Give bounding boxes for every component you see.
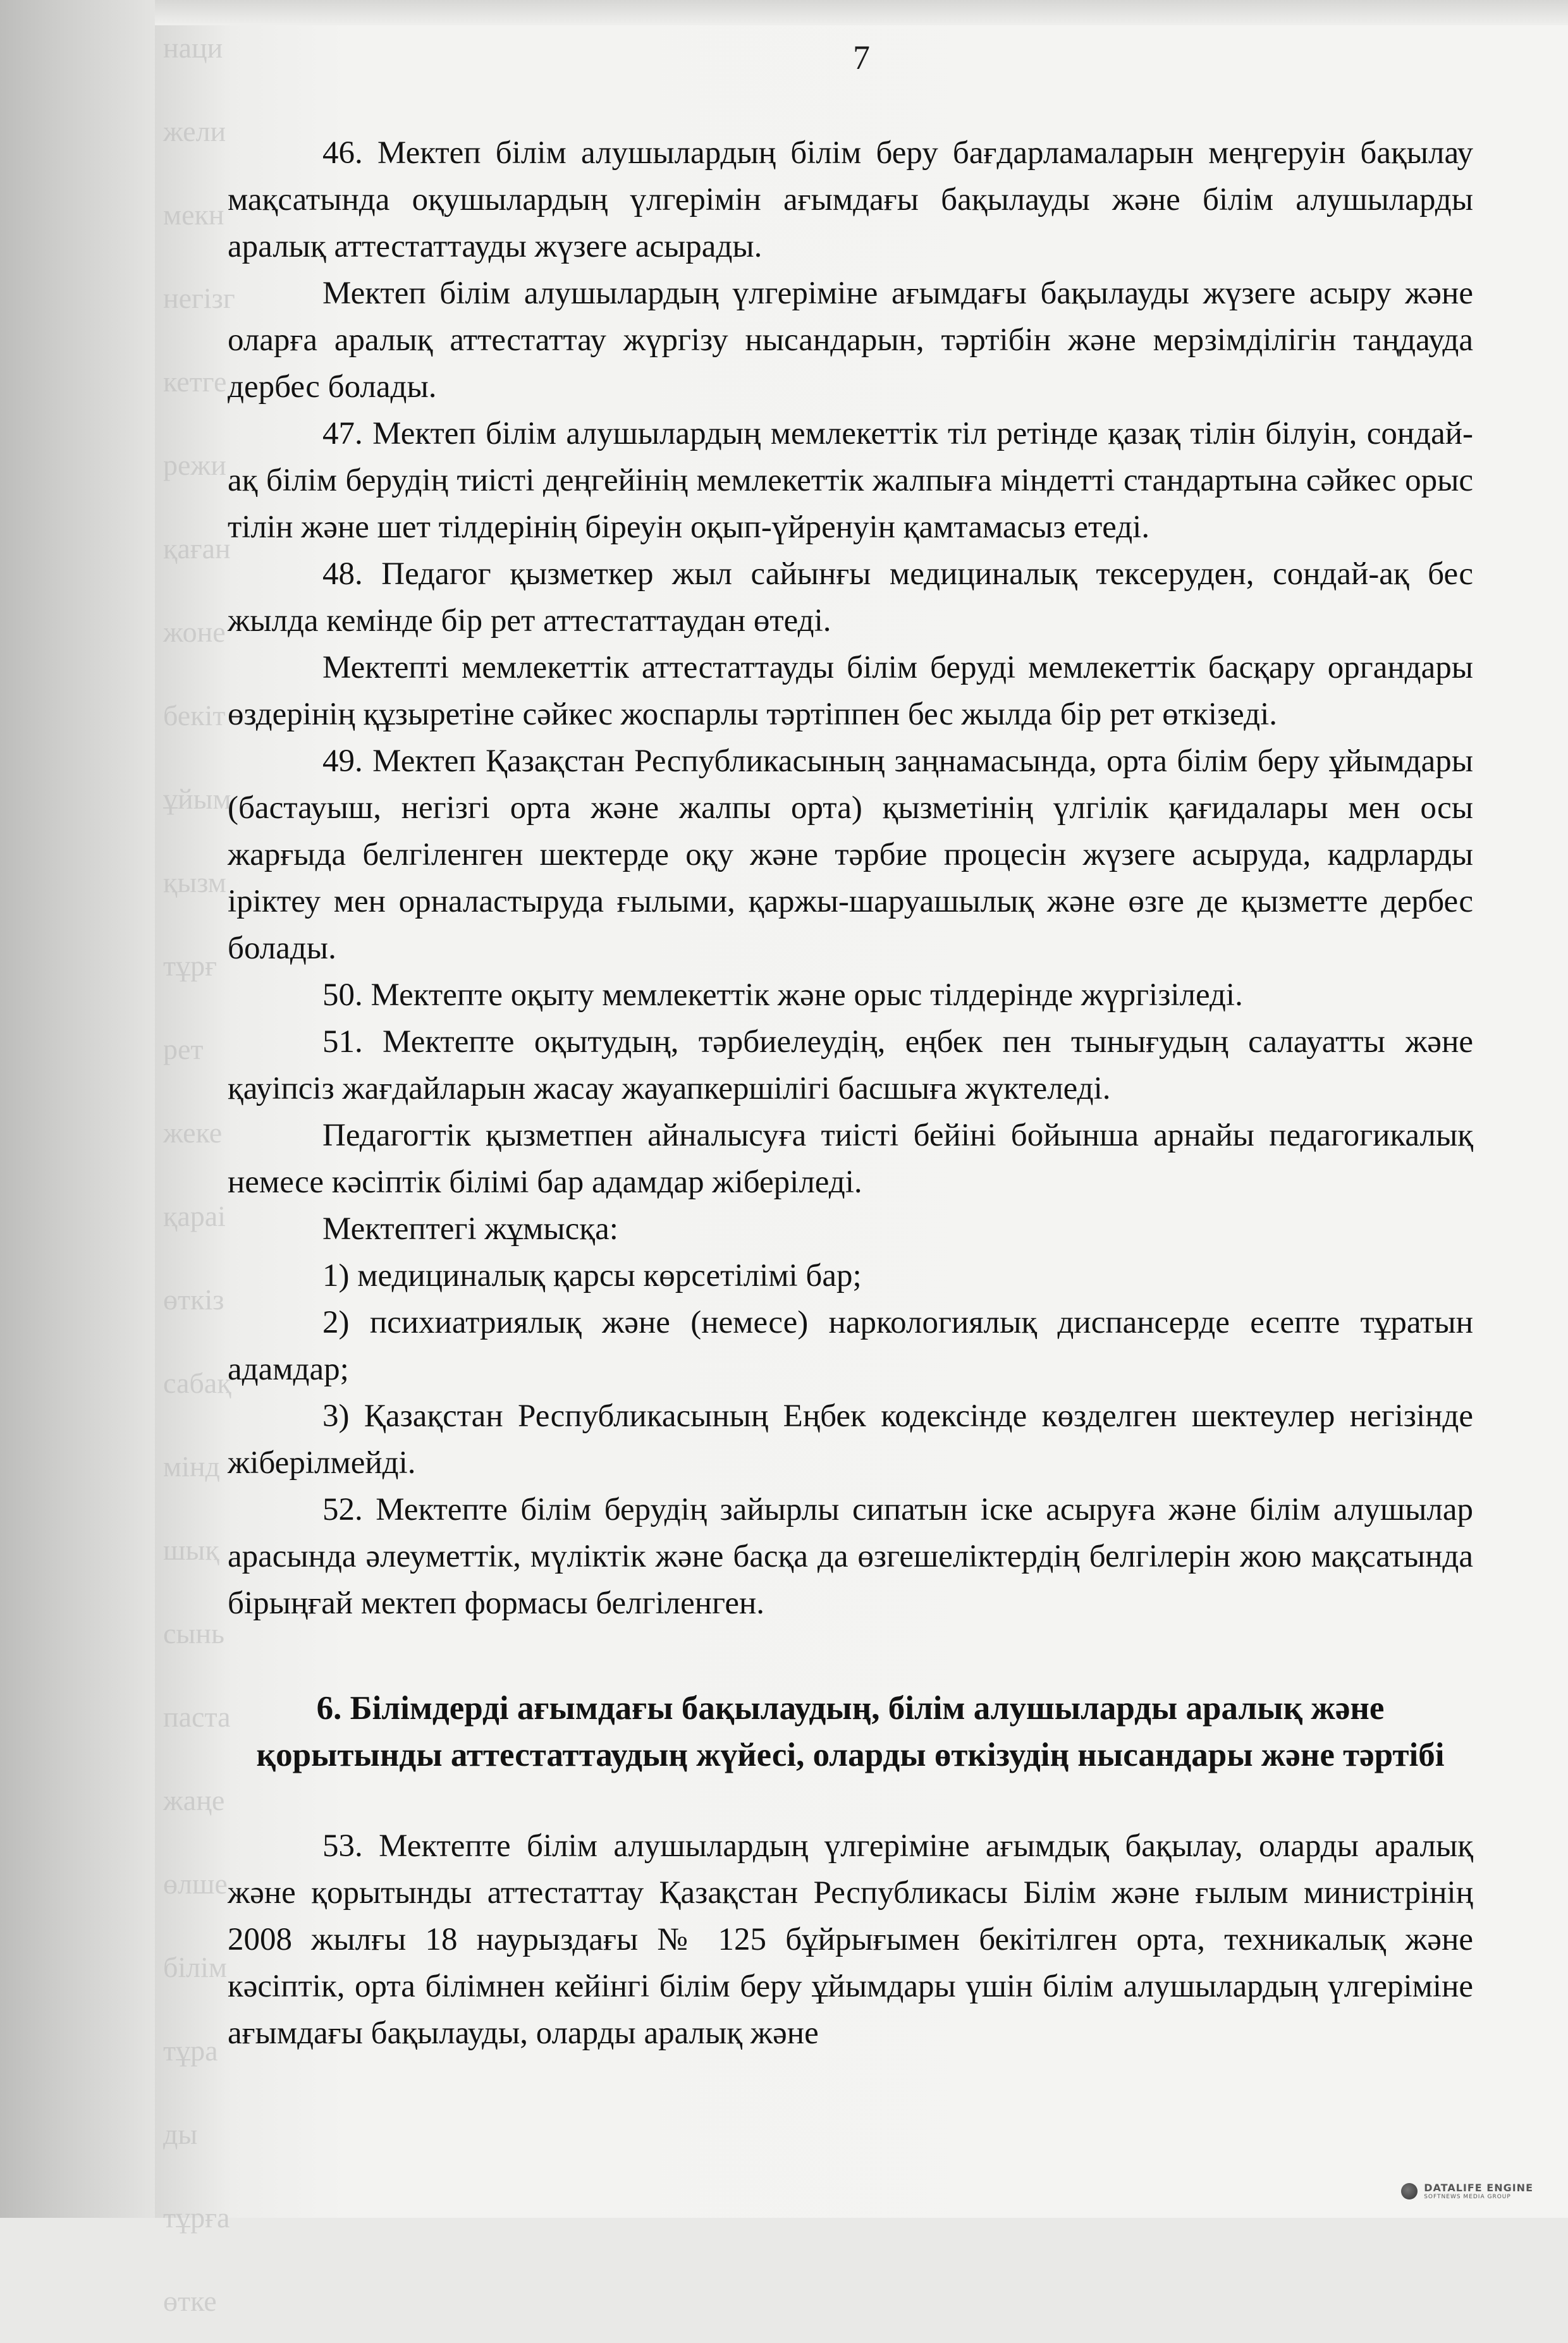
binding-spine bbox=[0, 0, 164, 2218]
paragraph-50: 50. Мектепте оқыту мемлекеттік және орыс тілдерінде жүргізіледі. bbox=[322, 977, 1243, 1013]
paragraph-51-continued: Педагогтік қызметпен айналысуға тиісті бейіні бойынша арнайы педагогикалық немесе кәсіптік білімі бар адамдар жіберіледі. bbox=[228, 1118, 1473, 1200]
list-item-3: 3) Қазақстан Республикасының Еңбек кодексінде көзделген шектеулер негізінде жіберілмейді. bbox=[228, 1398, 1473, 1481]
paragraph-48-continued: Мектепті мемлекеттік аттестаттауды білім беруді мемлекеттік басқару органдары өздерінің құзыретіне сәйкес жоспарлы тәртіппен бес жылда бір рет өткізеді. bbox=[228, 650, 1473, 732]
paragraph-46: 46. Мектеп білім алушылардың білім беру бағдарламаларын меңгеруін бақылау мақсатында оқушылардың үлгерімін ағымдағы бақылауды және білім алушыларды аралық аттестаттауды жүзеге асырады. bbox=[228, 135, 1473, 264]
logo-name: DATALIFE ENGINE bbox=[1424, 2182, 1533, 2194]
paragraph-48: 48. Педагог қызметкер жыл сайынғы медициналық тексеруден, сондай-ақ бес жылда кемінде бір рет аттестаттаудан өтеді. bbox=[228, 556, 1473, 639]
page-number: 7 bbox=[853, 39, 870, 76]
logo-subtitle: SOFTNEWS MEDIA GROUP bbox=[1424, 2194, 1511, 2200]
paragraph-53: 53. Мектепте білім алушылардың үлгеріміне ағымдық бақылау, оларды аралық және қорытынды аттестаттау Қазақстан Республикасы Білім және ғылым министрінің 2008 жылғы 18 наурыздағы № 125 бұйрығымен бекітілген орта, техникалық және кәсіптік, орта білімнен кейінгі білім беру ұйымдары үшін білім алушылардың үлгеріміне ағымдағы бақылауды, оларды аралық және bbox=[228, 1828, 1473, 2051]
list-item-2: 2) психиатриялық және (немесе) наркологиялық диспансерде есепте тұратын адамдар; bbox=[228, 1305, 1473, 1387]
paragraph-47: 47. Мектеп білім алушылардың мемлекеттік тіл ретінде қазақ тілін білуін, сондай-ақ білім берудің тиісті деңгейінің мемлекеттік жалпыға міндетті стандартына сәйкес орыс тілін және шет тілдерінің біреуін оқып-үйренуін қамтамасыз етеді. bbox=[228, 416, 1473, 545]
logo-icon bbox=[1401, 2183, 1418, 2199]
watermark-logo bbox=[1401, 2182, 1533, 2200]
list-intro: Мектептегі жұмысқа: bbox=[322, 1211, 618, 1247]
paragraph-51: 51. Мектепте оқытудың, тәрбиелеудің, еңбек пен тынығудың салауатты және қауіпсіз жағдайларын жасау жауапкершілігі басшыға жүктеледі. bbox=[228, 1024, 1473, 1106]
paragraph-52: 52. Мектепте білім берудің зайырлы сипатын іске асыруға және білім алушылар арасында әлеуметтік, мүліктік және басқа да өзгешеліктердің белгілерін жою мақсатында бірыңғай мектеп формасы белгіленген. bbox=[228, 1492, 1473, 1621]
paragraph-46-continued: Мектеп білім алушылардың үлгеріміне ағымдағы бақылауды жүзеге асыру және оларға аралық аттестаттау жүргізу нысандарын, тәртібін және мерзімділігін таңдауда дербес болады. bbox=[228, 276, 1473, 405]
bleed-through-text: наци жели мекн негізг кетге режи қаған жоне бекіт ұйым қызм тұрғ рет жеке қараі өткіз сабақ мінд шық сынь паста жаңе өлше білім тұра ды тұрға өтке bbox=[163, 32, 235, 2317]
paragraph-49: 49. Мектеп Қазақстан Республикасының заңнамасында, орта білім беру ұйымдары (бастауыш, негізгі орта және жалпы орта) қызметінің үлгілік қағидалары мен осы жарғыда белгіленген шектерде оқу және тәрбие процесін жүзеге асыруда, кадрларды іріктеу мен орналастыруда ғылыми, қаржы-шаруашылық және өзге де қызметте дербес болады. bbox=[228, 743, 1473, 966]
section-heading: 6. Білімдерді ағымдағы бақылаудың, білім алушыларды аралық және қорытынды аттестаттаудың жүйесі, оларды өткізудің нысандары және тәртібі bbox=[256, 1690, 1445, 1773]
list-item-1: 1) медициналық қарсы көрсетілімі бар; bbox=[322, 1258, 862, 1294]
page-top-shadow bbox=[155, 0, 1568, 25]
document-body bbox=[228, 130, 1473, 2057]
